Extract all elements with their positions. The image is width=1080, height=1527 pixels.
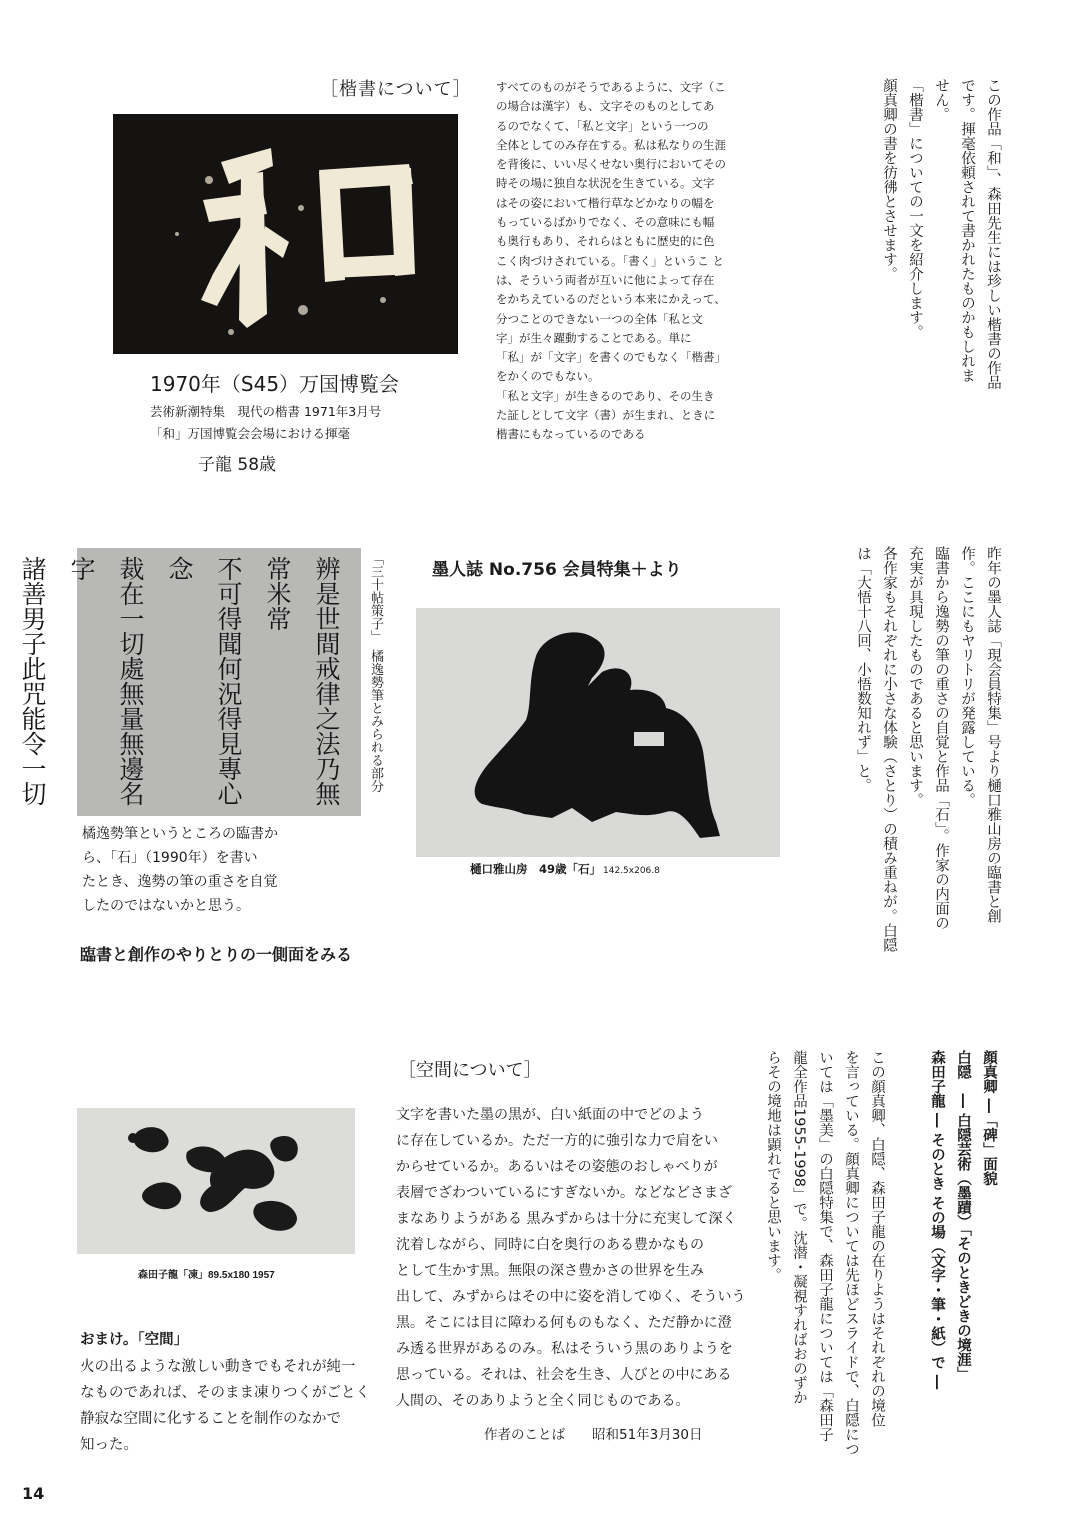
calligraphy-glyph xyxy=(113,114,114,115)
ishi-caption-main: 樋口雅山房 49歳「石」 xyxy=(470,862,602,876)
omake-title: おまけ。「空間」 xyxy=(80,1332,189,1348)
section2-heading: 墨人誌 No.756 会員特集＋より xyxy=(432,560,682,580)
section3-vertical-bold: 顔真卿 ―「碑」面貌 白隠 ― 白隠芸術（墨蹟）「そのときどきの境涯」 森田子龍 ― そのとき その場（文字・筆・紙）で ― xyxy=(929,1050,997,1390)
wa-brush-strokes xyxy=(113,114,458,354)
photo-caption-line1: 芸術新潮特集 現代の楷書 1971年3月号 xyxy=(150,404,382,419)
section2-subtitle: 臨書と創作のやりとりの一側面をみる xyxy=(80,945,353,964)
rinsho-caption: 橘逸勢筆というところの臨書か ら、「石」（1990年）を書い たとき、逸勢の筆の重さを自覚 したのではないかと思う。 xyxy=(82,826,278,914)
kaisho-body-text: すべてのものがそうであるように、文字（こ の場合は漢字）も、文字そのものとしてあ るのでなくて、「私と文字」という一つの 全体としてのみ存在する。私は私なりの生涯 を背後に、いい尽くせない奥行においてその 時その場に独自な状況を生きている。文字 はその姿において楷行草などかなりの幅を もっているばかりでなく、その意味にも幅 も奥行もあり、それらはともに歴史的に色 こく肉づけされている。「書く」というこ と は、そういう両者が互いに他によって存在 をかちえているのだという本来にかえって、 分つことのできない一つの全体「私と文 字」が生々躍動することである。単に 「私」が「文字」を書くのでもなく「楷書」 をかくのでもない。 「私と文字」が生きるのであり、その生き た証しとして文字（書）が生まれ、ときに 楷書にもなっているのである xyxy=(496,80,726,442)
calligraphy-photo-wa xyxy=(113,114,458,354)
photo-caption-age: 子龍 58歳 xyxy=(198,455,277,475)
omake-body: 火の出るような激しい動きでもそれが純一 なものであれば、そのまま凍りつくがごとく 静寂な空間に化することを制作のなかで 知った。 xyxy=(80,1359,370,1453)
page-number: 14 xyxy=(22,1484,45,1503)
ishi-caption xyxy=(470,861,660,877)
calligraphy-photo-ishi xyxy=(416,608,780,857)
section3-vertical-note: この顔真卿、白隠、森田子龍の在りようはそれぞれの境位 を言っている。顔真卿については先ほどスライドで、白隠につ いては「墨美」の白隠特集で、森田子龍については「森田子 龍全作品1955-1998」で。沈潜・凝視すればおのずか らその境地は顕れでると思います。 xyxy=(765,1050,885,1456)
section1-heading: ［楷書について］ xyxy=(320,79,472,100)
photo-caption-line2: 「和」万国博覧会会場における揮毫 xyxy=(150,426,351,441)
calligraphy-photo-kori xyxy=(77,1108,355,1254)
manuscript-characters: 辨是世間戒律之法乃無常米常 不可得聞何況得見專心念 裁在一切處無量無邊名字 諸善男子此咒能令一切 xyxy=(18,556,341,806)
section3-heading: ［空間について］ xyxy=(398,1060,542,1081)
kukan-body-text: 文字を書いた墨の黒が、白い紙面の中でどのよう に存在しているか。ただ一方的に強引な力で肩をい からせているか。あるいはその姿態のおしゃべりが 表層でざわついているにすぎないか。などなどさまざ まなありようがある 黒みずからは十分に充実して深く 沈着しながら、同時に白を奥行のある豊かなもの として生かす黒。無限の深さ豊かさの世界を生み 出して、みずからはその中に姿を消してゆく、そういう 黒。そこには目に障わる何ものもなく、ただ静かに澄 み透る世界があるのみ。私はそういう黒のありようを 思っている。それは、社会を生き、人びとの中にある 人間の、そのありようと全く同じものである。 xyxy=(396,1107,746,1409)
kori-brush-strokes xyxy=(77,1108,355,1254)
section1-vertical-note: この作品「和」、森田先生には珍しい楷書の作品 です。揮毫依頼されて書かれたものかもしれま せん。 「楷書」についての一文を紹介します。 顔真卿の書を彷彿とさせます。 xyxy=(881,78,1001,390)
photo-caption-title: 1970年（S45）万国博覧会 xyxy=(150,372,400,396)
section2-vertical-note: 昨年の墨人誌「現会員特集」号より樋口雅山房の臨書と創 作。ここにもヤリトリが発露している。 臨書から逸勢の筆の重さの自覚と作品「石」。作家の内面の 充実が具現したものであると思います。 各作家もそれぞれに小さな体験（さとり）の積み重ねが。白隠 は「大悟十八回、小悟数知れず」と。 xyxy=(855,546,1001,952)
manuscript-photo xyxy=(18,548,361,816)
ishi-caption-size: 142.5x206.8 xyxy=(603,866,660,876)
author-note: 作者のことば 昭和51年3月30日 xyxy=(484,1427,703,1443)
ishi-brush-strokes xyxy=(416,608,780,857)
book-label: 「三十帖策子」 橘逸勢筆とみられる部分 xyxy=(368,552,383,793)
kori-caption: 森田子龍「凍」89.5x180 1957 xyxy=(138,1270,275,1281)
